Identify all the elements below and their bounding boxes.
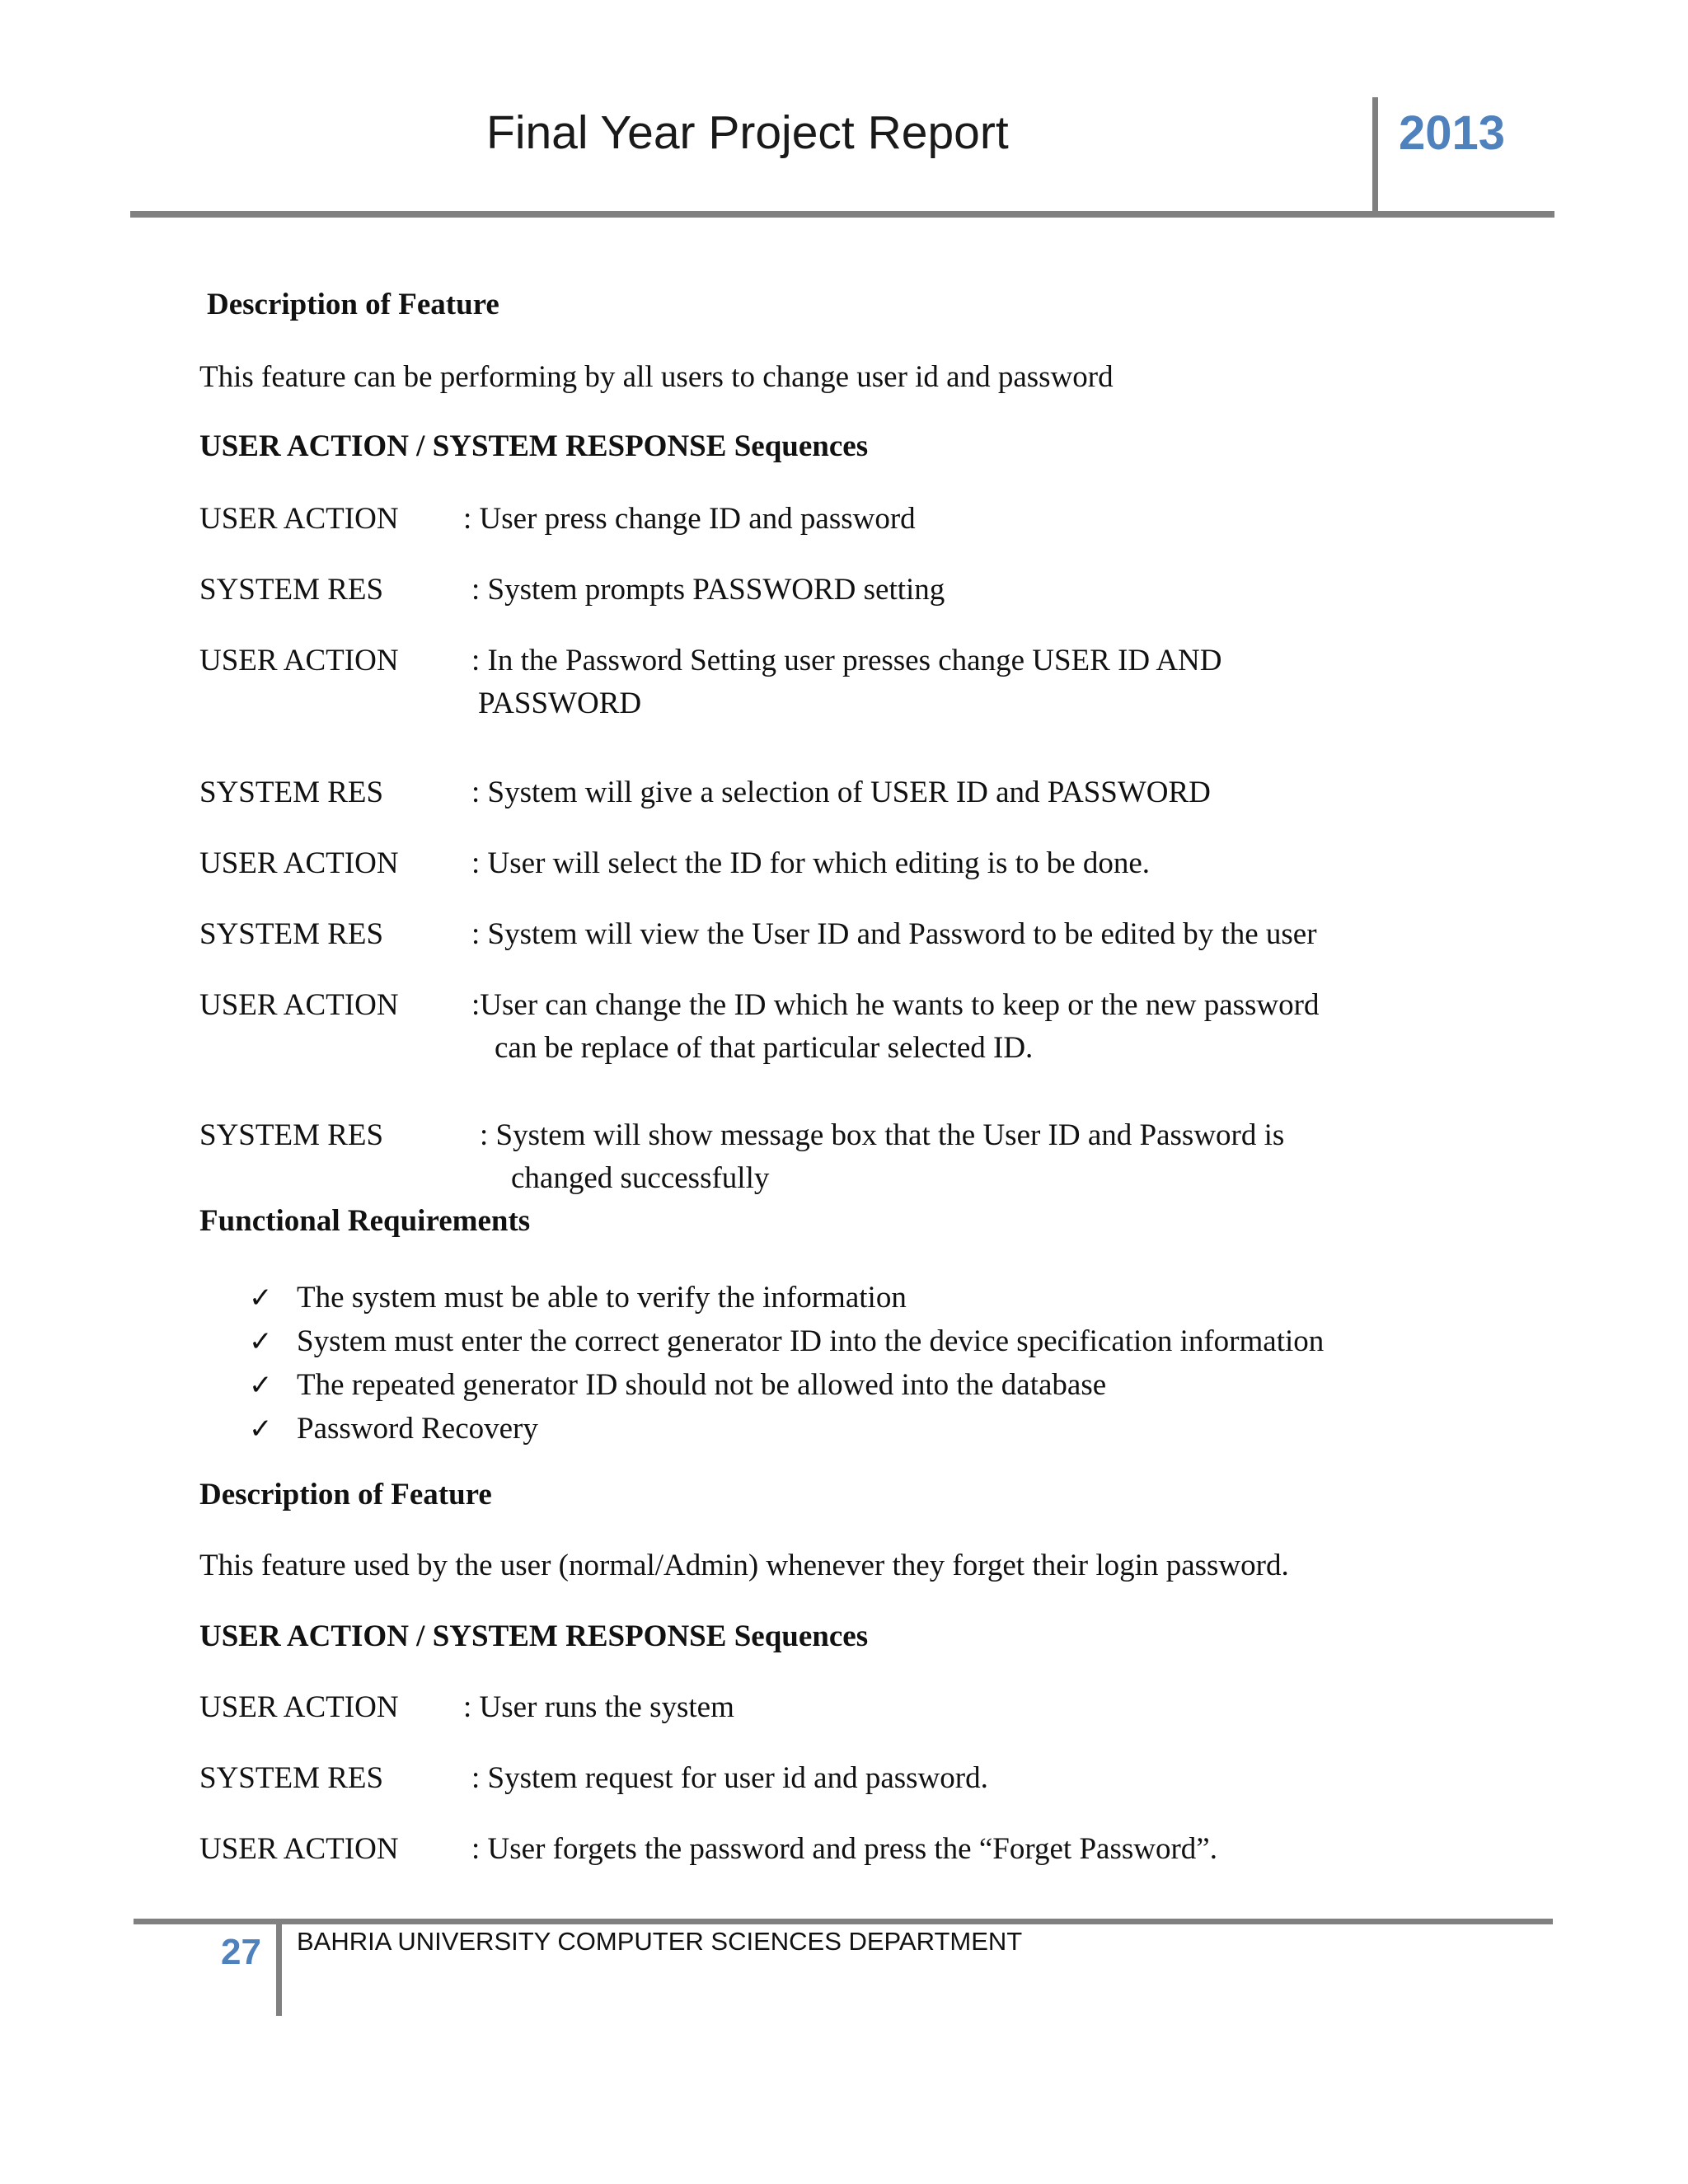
- step-label: USER ACTION: [199, 846, 399, 880]
- step-text: :User can change the ID which he wants to keep or the new password: [471, 988, 1320, 1022]
- footer-rule: [134, 1919, 1553, 1924]
- step-label: USER ACTION: [199, 502, 399, 536]
- header-rule: [130, 211, 1554, 218]
- section1-description: This feature can be performing by all users to change user id and password: [199, 360, 1114, 394]
- report-title: Final Year Project Report: [486, 106, 1009, 159]
- checkmark-icon: ✓: [249, 1369, 273, 1402]
- step-label: USER ACTION: [199, 1690, 399, 1724]
- step-label: SYSTEM RES: [199, 917, 384, 951]
- step-text: : System will give a selection of USER ID and PASSWORD: [471, 776, 1211, 809]
- step-text: : User forgets the password and press the “Forget Password”.: [471, 1832, 1217, 1866]
- report-year: 2013: [1399, 106, 1506, 160]
- step-text: : System will view the User ID and Password to be edited by the user: [471, 917, 1317, 951]
- header-divider: [1372, 97, 1378, 214]
- step-label: USER ACTION: [199, 1832, 399, 1866]
- list-item: ✓ The system must be able to verify the information: [249, 1276, 1324, 1319]
- step-label: USER ACTION: [199, 988, 399, 1022]
- section2-sequence-heading: USER ACTION / SYSTEM RESPONSE Sequences: [199, 1619, 869, 1653]
- requirements-list: [249, 1276, 1324, 1451]
- list-item: ✓ The repeated generator ID should not be allowed into the database: [249, 1363, 1324, 1407]
- checkmark-icon: ✓: [249, 1282, 273, 1315]
- section2-description: This feature used by the user (normal/Admin) whenever they forget their login password.: [199, 1549, 1289, 1582]
- list-item: ✓ System must enter the correct generator ID into the device specification information: [249, 1319, 1324, 1363]
- page-number: 27: [221, 1932, 261, 1972]
- step-text: : In the Password Setting user presses change USER ID AND: [471, 644, 1222, 677]
- step-text: : User press change ID and password: [463, 502, 916, 536]
- step-text: : System prompts PASSWORD setting: [471, 573, 945, 607]
- step-label: SYSTEM RES: [199, 776, 384, 809]
- section1-heading: Description of Feature: [207, 288, 499, 321]
- step-text-continued: can be replace of that particular selected ID.: [495, 1031, 1034, 1065]
- checkmark-icon: ✓: [249, 1325, 273, 1358]
- checkmark-icon: ✓: [249, 1413, 273, 1446]
- step-text-continued: changed successfully: [511, 1161, 770, 1195]
- step-label: SYSTEM RES: [199, 1761, 384, 1795]
- step-text: : User runs the system: [463, 1690, 734, 1724]
- step-text-continued: PASSWORD: [478, 687, 642, 720]
- step-label: USER ACTION: [199, 644, 399, 677]
- step-label: SYSTEM RES: [199, 1118, 384, 1152]
- section2-heading: Description of Feature: [199, 1478, 492, 1511]
- step-text: : System will show message box that the User ID and Password is: [480, 1118, 1285, 1152]
- functional-heading: Functional Requirements: [199, 1204, 531, 1238]
- step-text: : System request for user id and password.: [471, 1761, 988, 1795]
- step-label: SYSTEM RES: [199, 573, 384, 607]
- section1-sequence-heading: USER ACTION / SYSTEM RESPONSE Sequences: [199, 429, 869, 463]
- step-text: : User will select the ID for which editing is to be done.: [471, 846, 1151, 880]
- list-item: ✓ Password Recovery: [249, 1407, 1324, 1451]
- department-name: BAHRIA UNIVERSITY COMPUTER SCIENCES DEPARTMENT: [297, 1927, 1023, 1956]
- footer-divider: [276, 1920, 282, 2016]
